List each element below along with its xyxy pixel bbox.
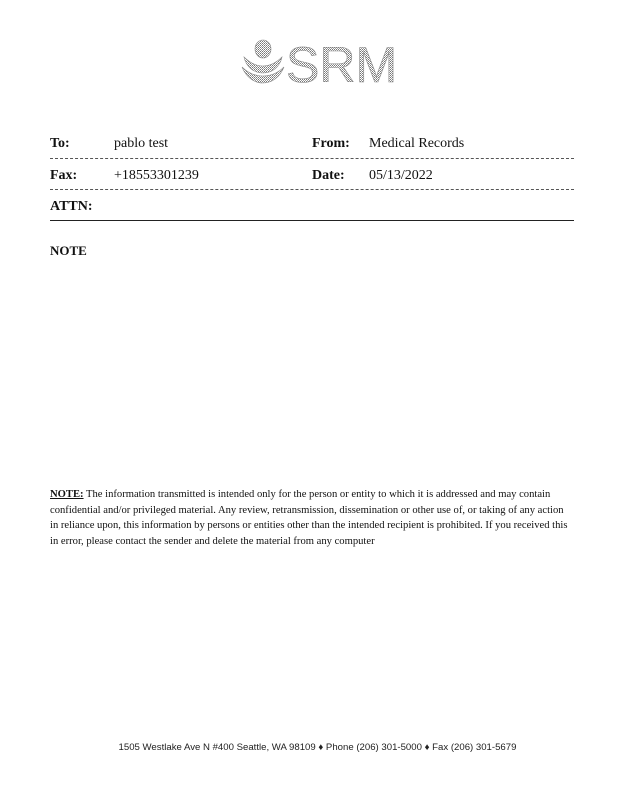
divider xyxy=(50,189,574,190)
address-footer: 1505 Westlake Ave N #400 Seattle, WA 98109 ♦ Phone (206) 301-5000 ♦ Fax (206) 301-5679 xyxy=(118,742,517,753)
note-heading: NOTE xyxy=(50,243,87,258)
to-value: pablo test xyxy=(114,136,169,151)
srm-logo xyxy=(238,35,398,90)
confidentiality-notice xyxy=(50,487,570,549)
fax-label: Fax: xyxy=(50,168,78,183)
date-label: Date: xyxy=(312,168,345,183)
date-value: 05/13/2022 xyxy=(369,168,433,183)
to-from-row xyxy=(50,136,574,158)
from-label: From: xyxy=(312,136,350,151)
attn-label: ATTN: xyxy=(50,199,93,214)
fax-value: +18553301239 xyxy=(114,168,199,183)
notice-lead: NOTE: xyxy=(50,489,84,500)
fax-date-row xyxy=(50,168,574,190)
attn-row xyxy=(50,199,574,221)
to-label: To: xyxy=(50,136,70,151)
notice-body: The information transmitted is intended only for the person or entity to which it is addressed and may contain confidential and/or privileged material. Any review, retransmission, dissemination or other use of, or taking of any action in reliance upon, this information by persons or entities other than the intended recipient is prohibited. If you received this in error, please contact the sender and delete the material from any computer xyxy=(50,489,568,547)
divider xyxy=(50,158,574,159)
divider xyxy=(50,220,574,221)
from-value: Medical Records xyxy=(369,136,465,151)
logo-wordmark: SRM xyxy=(286,37,398,90)
srm-logo-graphic xyxy=(238,35,398,90)
